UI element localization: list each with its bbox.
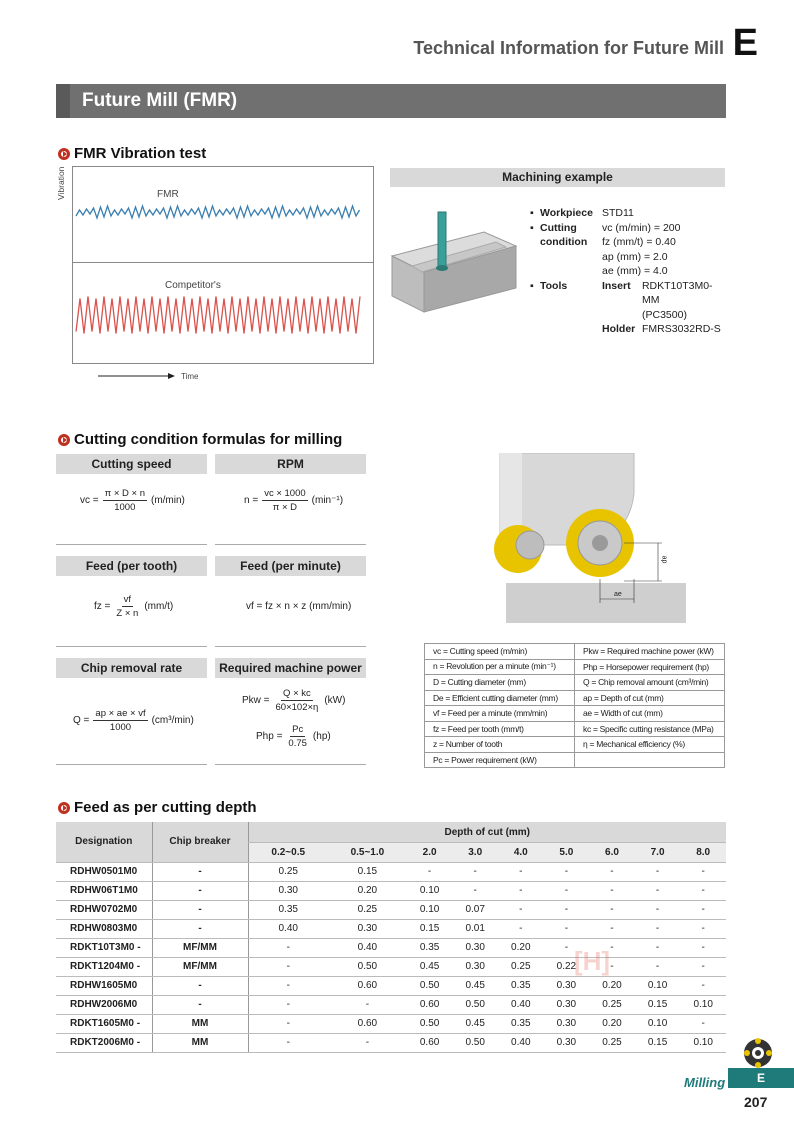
feed-value-cell: 0.45 (452, 976, 498, 995)
footer-chapter-tab: E (728, 1068, 794, 1088)
workpiece-label: Workpiece (540, 207, 593, 219)
designation-cell: RDHW2006M0 (56, 995, 152, 1014)
feed-value-cell: 0.25 (328, 900, 407, 919)
chip-breaker-cell: - (152, 900, 248, 919)
cond-line-2: fz (mm/t) = 0.40 (602, 236, 676, 248)
feed-value-cell: 0.25 (589, 1033, 635, 1052)
feed-value-cell: 0.30 (248, 881, 328, 900)
symbol-cell: vf = Feed per a minute (mm/min) (425, 706, 575, 722)
feed-value-cell: 0.15 (635, 995, 681, 1014)
feed-value-cell: 0.10 (407, 900, 453, 919)
time-arrow-icon (98, 371, 176, 381)
rule (56, 544, 207, 545)
feed-value-cell: - (680, 919, 726, 938)
feed-value-cell: 0.15 (407, 919, 453, 938)
table-row (56, 957, 726, 976)
depth-header: Depth of cut (mm) (248, 822, 726, 843)
table-row (56, 1014, 726, 1033)
machine-power-head: Required machine power (215, 658, 366, 678)
ae-label: ae (614, 591, 622, 598)
feed-value-cell: 0.35 (498, 1014, 544, 1033)
cond-line-1: vc (m/min) = 200 (602, 221, 681, 234)
banner-accent (56, 84, 70, 118)
feed-value-cell: 0.20 (328, 881, 407, 900)
feed-table (56, 822, 726, 1053)
symbol-cell: Pc = Power requirement (kW) (425, 752, 575, 768)
feed-value-cell: - (544, 919, 590, 938)
workpiece-illustration (388, 206, 522, 318)
feed-value-cell: 0.15 (635, 1033, 681, 1052)
machining-example-head: Machining example (390, 168, 725, 187)
symbol-cell: Php = Horsepower requirement (hp) (575, 659, 725, 675)
feed-value-cell: 0.30 (544, 995, 590, 1014)
feed-value-cell: - (248, 976, 328, 995)
feed-value-cell: - (680, 881, 726, 900)
feed-value-cell: - (452, 862, 498, 881)
feed-value-cell: - (680, 862, 726, 881)
symbol-cell: Pkw = Required machine power (kW) (575, 644, 725, 660)
chip-breaker-cell: - (152, 862, 248, 881)
cutter-logo-icon (741, 1037, 775, 1069)
designation-cell: RDHW06T1M0 (56, 881, 152, 900)
feed-value-cell: - (544, 862, 590, 881)
feed-value-cell: - (498, 900, 544, 919)
designation-cell: RDKT1605M0 - (56, 1014, 152, 1033)
feed-value-cell: 0.22 (544, 957, 590, 976)
designation-cell: RDKT2006M0 - (56, 1033, 152, 1052)
symbol-cell: η = Mechanical efficiency (%) (575, 737, 725, 753)
footer-section: Milling (684, 1075, 726, 1090)
time-label: Time (181, 372, 199, 381)
feed-value-cell: - (248, 938, 328, 957)
feed-value-cell: 0.25 (498, 957, 544, 976)
designation-header: Designation (56, 822, 152, 862)
insert-value: RDKT10T3M0-MM (641, 279, 713, 306)
feed-value-cell: - (635, 881, 681, 900)
formulas-section-title: Cutting condition formulas for milling (58, 431, 342, 448)
section-bullet-icon (58, 148, 70, 160)
feed-section-title: Feed as per cutting depth (58, 799, 257, 816)
feed-value-cell: - (248, 1033, 328, 1052)
chip-breaker-header: Chip breaker (152, 822, 248, 862)
feed-value-cell: - (248, 995, 328, 1014)
feed-value-cell: 0.60 (407, 995, 453, 1014)
feed-value-cell: 0.30 (328, 919, 407, 938)
feed-value-cell: - (248, 957, 328, 976)
symbol-cell: fz = Feed per tooth (mm/t) (425, 721, 575, 737)
chip-breaker-cell: MM (152, 1033, 248, 1052)
symbol-cell: ap = Depth of cut (mm) (575, 690, 725, 706)
symbol-cell: n = Revolution per a minute (min⁻¹) (425, 659, 575, 675)
table-row (56, 1033, 726, 1052)
feed-value-cell: - (498, 862, 544, 881)
chip-removal-formula: Q = $\frac{ap \times ae \times vf}{1000}$ (cm³/min) (73, 708, 194, 733)
feed-value-cell: 0.50 (452, 995, 498, 1014)
table-row (56, 862, 726, 881)
insert-grade: (PC3500) (642, 308, 687, 321)
php-formula: Php = $\frac{Pc}{0.75}$ (hp) (256, 724, 331, 749)
table-row (56, 938, 726, 957)
chapter-letter: E (732, 22, 758, 64)
feed-value-cell: 0.15 (328, 862, 407, 881)
fmr-label: FMR (157, 189, 179, 200)
feed-value-cell: - (248, 1014, 328, 1033)
feed-value-cell: - (635, 900, 681, 919)
feed-value-cell: 0.20 (589, 976, 635, 995)
feed-value-cell: 0.40 (498, 1033, 544, 1052)
feed-value-cell: 0.45 (407, 957, 453, 976)
feed-value-cell: - (544, 938, 590, 957)
feed-value-cell: 0.30 (544, 1033, 590, 1052)
designation-cell: RDKT1204M0 - (56, 957, 152, 976)
feed-value-cell: 0.60 (407, 1033, 453, 1052)
feed-value-cell: 0.30 (544, 976, 590, 995)
feed-value-cell: 0.45 (452, 1014, 498, 1033)
chip-breaker-cell: MF/MM (152, 957, 248, 976)
feed-value-cell: - (498, 919, 544, 938)
feed-value-cell: 0.40 (328, 938, 407, 957)
feed-value-cell: - (544, 900, 590, 919)
symbol-cell: D = Cutting diameter (mm) (425, 675, 575, 691)
depth-col-header: 0.5~1.0 (328, 843, 407, 863)
symbol-cell: z = Number of tooth (425, 737, 575, 753)
feed-value-cell: - (635, 957, 681, 976)
feed-value-cell: 0.60 (328, 976, 407, 995)
banner-title: Future Mill (FMR) (82, 90, 238, 111)
feed-value-cell: - (452, 881, 498, 900)
feed-value-cell: 0.07 (452, 900, 498, 919)
fz-formula: fz = $\frac{vf}{Z \times n}$ (mm/t) (94, 594, 174, 619)
feed-value-cell: - (635, 862, 681, 881)
depth-col-header: 3.0 (452, 843, 498, 863)
table-row (56, 900, 726, 919)
feed-value-cell: 0.50 (407, 1014, 453, 1033)
workpiece-value: STD11 (602, 207, 634, 219)
feed-value-cell: 0.35 (407, 938, 453, 957)
feed-value-cell: - (680, 976, 726, 995)
symbol-cell: vc = Cutting speed (m/min) (425, 644, 575, 660)
depth-col-header: 5.0 (544, 843, 590, 863)
feed-value-cell: - (635, 919, 681, 938)
cutting-speed-head: Cutting speed (56, 454, 207, 474)
symbol-row (425, 675, 725, 691)
vf-formula: vf = fz × n × z (mm/min) (246, 601, 352, 612)
depth-col-header: 2.0 (407, 843, 453, 863)
vc-formula: vc = $\frac{\pi \times D \times n}{1000}$ (m/min) (80, 488, 185, 513)
feed-value-cell: - (680, 957, 726, 976)
table-row (56, 919, 726, 938)
chip-removal-head: Chip removal rate (56, 658, 207, 678)
chip-breaker-cell: - (152, 881, 248, 900)
feed-value-cell: 0.10 (635, 1014, 681, 1033)
chip-breaker-cell: - (152, 995, 248, 1014)
feed-value-cell: - (680, 938, 726, 957)
section-bullet-icon (58, 802, 70, 814)
symbol-row (425, 721, 725, 737)
feed-value-cell: 0.20 (498, 938, 544, 957)
symbol-row (425, 690, 725, 706)
feed-value-cell: - (680, 1014, 726, 1033)
feed-value-cell: 0.40 (248, 919, 328, 938)
page-number: 207 (744, 1094, 768, 1110)
feed-value-cell: 0.35 (498, 976, 544, 995)
feed-value-cell: 0.50 (407, 976, 453, 995)
feed-value-cell: 0.30 (544, 1014, 590, 1033)
feed-tooth-head: Feed (per tooth) (56, 556, 207, 576)
cond-line-4: ae (mm) = 4.0 (602, 265, 668, 277)
feed-value-cell: 0.30 (452, 957, 498, 976)
designation-cell: RDHW1605M0 (56, 976, 152, 995)
feed-value-cell: 0.25 (589, 995, 635, 1014)
holder-value: FMRS3032RD-S (642, 323, 721, 335)
rule (56, 646, 207, 647)
feed-value-cell: - (544, 881, 590, 900)
holder-label: Holder (602, 323, 636, 335)
page-header-title: Technical Information for Future Mill (413, 38, 724, 58)
rpm-formula: n = $\frac{vc \times 1000}{\pi \times D}$ (min⁻¹) (244, 488, 344, 513)
depth-col-header: 0.2~0.5 (248, 843, 328, 863)
symbol-row (425, 752, 725, 768)
symbol-cell: ae = Width of cut (mm) (575, 706, 725, 722)
feed-value-cell: - (328, 1033, 407, 1052)
table-row (56, 995, 726, 1014)
cutting-label: Cutting (540, 221, 577, 234)
machining-spec-block: ▪ Workpiece STD11 ▪ Cutting vc (m/min) = 200 condition fz (mm/t) = 0.40 ap (mm) = 2.0 ae (mm) = 4.0 ▪ Tools Insert RDKT10T3M0-MM (PC3500) Holder FMRS3032RD-S (530, 206, 730, 337)
chip-breaker-cell: MF/MM (152, 938, 248, 957)
feed-value-cell: - (328, 995, 407, 1014)
feed-value-cell: 0.60 (328, 1014, 407, 1033)
cutter-diagram (492, 453, 690, 625)
feed-value-cell: - (589, 900, 635, 919)
chip-breaker-cell: - (152, 976, 248, 995)
designation-cell: RDKT10T3M0 - (56, 938, 152, 957)
feed-value-cell: - (589, 919, 635, 938)
feed-value-cell: - (407, 862, 453, 881)
condition-label: condition (540, 236, 588, 248)
feed-value-cell: 0.20 (589, 1014, 635, 1033)
feed-value-cell: 0.50 (452, 1033, 498, 1052)
pkw-formula: Pkw = $\frac{Q \times kc}{60\times 102\times\eta}$ (kW) (242, 688, 346, 713)
watermark-logo: [H] (574, 946, 611, 976)
competitor-label: Competitor's (165, 280, 221, 291)
ap-label: ap (660, 555, 668, 564)
feed-value-cell: - (498, 881, 544, 900)
feed-value-cell: 0.35 (248, 900, 328, 919)
feed-value-cell: 0.10 (680, 1033, 726, 1052)
vibration-waves (72, 166, 374, 364)
feed-value-cell: - (589, 938, 635, 957)
depth-col-header: 4.0 (498, 843, 544, 863)
rule (56, 764, 207, 765)
fmr-wave-line (76, 206, 360, 218)
feed-value-cell: - (589, 881, 635, 900)
feed-value-cell: - (635, 938, 681, 957)
table-row (56, 881, 726, 900)
symbol-cell: kc = Specific cutting resistance (MPa) (575, 721, 725, 737)
symbol-row (425, 737, 725, 753)
symbol-table (424, 643, 725, 768)
cond-line-3: ap (mm) = 2.0 (602, 250, 668, 263)
designation-cell: RDHW0702M0 (56, 900, 152, 919)
feed-value-cell: 0.10 (407, 881, 453, 900)
vibration-y-label: Vibration (56, 166, 66, 200)
feed-minute-head: Feed (per minute) (215, 556, 366, 576)
symbol-cell: Q = Chip removal amount (cm³/min) (575, 675, 725, 691)
designation-cell: RDHW0803M0 (56, 919, 152, 938)
chip-breaker-cell: MM (152, 1014, 248, 1033)
depth-col-header: 8.0 (680, 843, 726, 863)
feed-value-cell: 0.10 (680, 995, 726, 1014)
feed-value-cell: 0.25 (248, 862, 328, 881)
chip-breaker-cell: - (152, 919, 248, 938)
feed-value-cell: - (589, 957, 635, 976)
vibration-section-title: FMR Vibration test (58, 145, 206, 162)
symbol-row (425, 706, 725, 722)
rule (215, 764, 366, 765)
tools-label: Tools (540, 279, 568, 292)
feed-value-cell: - (589, 862, 635, 881)
rule (215, 544, 366, 545)
depth-col-header: 7.0 (635, 843, 681, 863)
symbol-cell: De = Efficient cutting diameter (mm) (425, 690, 575, 706)
insert-label: Insert (601, 279, 631, 292)
feed-value-cell: 0.30 (452, 938, 498, 957)
designation-cell: RDHW0501M0 (56, 862, 152, 881)
feed-value-cell: 0.40 (498, 995, 544, 1014)
rpm-head: RPM (215, 454, 366, 474)
feed-value-cell: 0.01 (452, 919, 498, 938)
rule (215, 646, 366, 647)
symbol-row (425, 644, 725, 660)
symbol-row (425, 659, 725, 675)
feed-value-cell: 0.50 (328, 957, 407, 976)
section-bullet-icon (58, 434, 70, 446)
depth-col-header: 6.0 (589, 843, 635, 863)
table-row (56, 976, 726, 995)
competitor-wave-line (76, 297, 360, 334)
feed-value-cell: - (680, 900, 726, 919)
feed-value-cell: 0.10 (635, 976, 681, 995)
symbol-cell (575, 752, 725, 768)
